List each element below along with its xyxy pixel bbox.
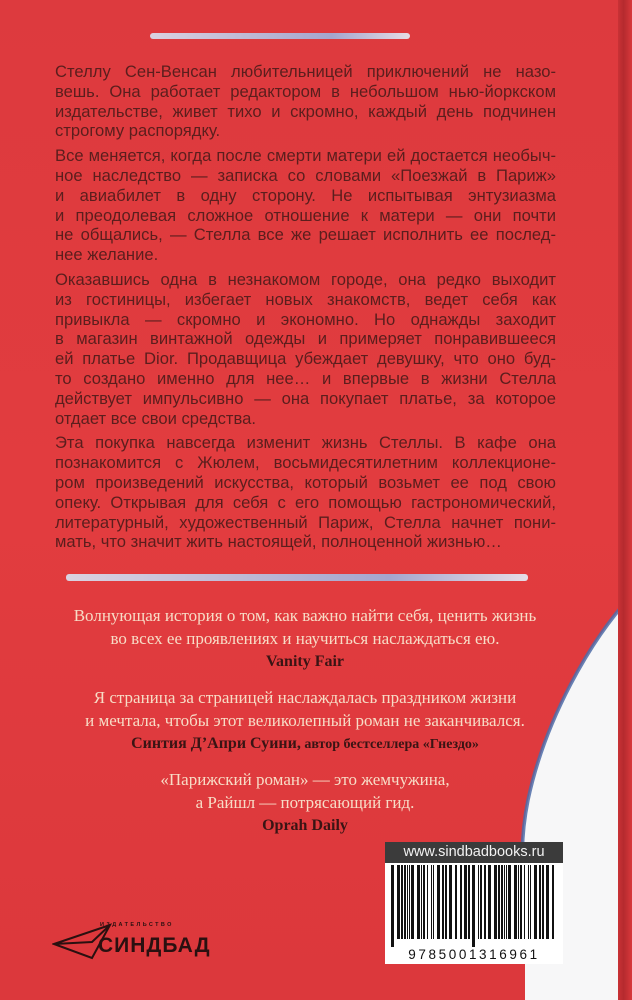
- barcode-bar: [442, 865, 444, 939]
- barcode-bar: [427, 865, 428, 939]
- blurb-line: Все меняется, когда после смерти матери ей достается необыч-: [55, 146, 556, 166]
- barcode-bar: [552, 865, 554, 939]
- barcode-bar: [514, 865, 517, 939]
- barcode-bar: [464, 865, 467, 939]
- blurb-text: [55, 62, 556, 557]
- barcode-bar: [431, 865, 432, 939]
- barcode-bar: [404, 865, 406, 939]
- review-quote: [40, 687, 570, 757]
- blurb-line: нее желание.: [55, 245, 159, 265]
- barcode-bar: [528, 865, 529, 939]
- barcode-bar: [417, 865, 420, 939]
- blurb-line: вешь. Она работает редактором в небольшом нью-йоркском: [55, 81, 556, 101]
- quote-source: [40, 732, 570, 757]
- barcode-bar: [488, 865, 491, 939]
- quote-line: Я страница за страницей наслаждалась праздником жизни: [93, 688, 517, 707]
- barcode-bar: [478, 865, 479, 939]
- review-quote: [40, 769, 570, 839]
- blurb-line: действует импульсивно — она покупает платье, за которое: [55, 388, 556, 408]
- barcode-bars: [385, 865, 563, 947]
- barcode-bar: [423, 865, 425, 939]
- barcode-bar: [484, 865, 486, 939]
- barcode-bar: [449, 865, 452, 939]
- quote-author: Синтия Д’Апри Суини,: [131, 735, 301, 752]
- blurb-line: ром произведений искусства, который возьмет ее под свою: [55, 472, 556, 492]
- blurb-line: строгому распорядку.: [55, 121, 221, 141]
- barcode-bar: [409, 865, 410, 939]
- isbn-digits: 9785001316961: [408, 947, 540, 962]
- website-url: www.sindbadbooks.ru: [385, 842, 563, 863]
- blurb-line: ей платье Dior. Продавщица убеждает девушку, что оно буд-: [55, 349, 556, 369]
- quote-author: Oprah Daily: [262, 817, 348, 834]
- barcode-bar: [501, 865, 503, 939]
- quote-author-note: автор бестселлера «Гнездо»: [300, 737, 479, 752]
- publisher-label: ИЗДАТЕЛЬСТВО: [100, 922, 174, 928]
- barcode-bar: [460, 865, 462, 939]
- barcode-bar: [445, 865, 447, 939]
- blurb-line: издательстве, живет тихо и скромно, каждый день подчинен: [55, 101, 556, 121]
- blurb-line: ное наследство — записка со словами «Поезжай в Париж»: [55, 165, 556, 185]
- publisher-name: СИНДБАД: [98, 934, 211, 957]
- barcode-bar: [524, 865, 525, 939]
- barcode-bar: [455, 865, 457, 939]
- barcode-bar: [391, 865, 394, 947]
- barcode-box: [385, 842, 563, 964]
- barcode-bar: [480, 865, 482, 939]
- blurb-line: из гостиницы, избегает новых знакомств, ведет себя как: [55, 289, 556, 309]
- blurb-line: познакомится с Жюлем, восьмидесятилетним коллекционе-: [55, 453, 556, 473]
- blurb-line: не общались, — Стелла все же решает исполнить ее послед-: [55, 225, 556, 245]
- blurb-line: в магазин винтажной одежды и примеряет понравившееся: [55, 329, 556, 349]
- blurb-line: то создано именно для нее… и впервые в жизни Стелла: [55, 368, 556, 388]
- blurb-line: опеку. Открывая для себя с его помощью гастрономический,: [55, 492, 556, 512]
- blurb-line: привыкла — скромно и экономно. Но однажды заходит: [55, 309, 556, 329]
- blurb-paragraph: [55, 433, 556, 552]
- quote-source: [40, 814, 570, 839]
- barcode-bar: [401, 865, 403, 939]
- barcode-bar: [407, 865, 408, 939]
- blurb-paragraph: [55, 62, 556, 141]
- barcode-bar: [504, 865, 505, 939]
- quote-line: во всех ее проявлениях и научиться наслаждаться ею.: [110, 628, 500, 648]
- quote-line: и мечтала, чтобы этот великолепный роман не заканчивался.: [85, 710, 525, 730]
- blurb-line: Стеллу Сен-Венсан любительницей приключений не назо-: [55, 62, 556, 81]
- barcode-bar: [539, 865, 541, 939]
- divider-brush-stroke: [66, 574, 528, 581]
- barcode-bar: [433, 865, 434, 939]
- blurb-line: Оказавшись одна в незнакомом городе, она редко выходит: [55, 269, 556, 289]
- blurb-line: литературный, художественный Париж, Стелла начнет пони-: [55, 512, 556, 532]
- barcode-bar: [468, 865, 470, 939]
- blurb-paragraph: [55, 270, 556, 428]
- barcode-bar: [530, 865, 531, 939]
- blurb-line: и преодолевая сложное отношение к матери — они почти: [55, 205, 556, 225]
- blurb-line: мать, что значит жить настоящей, полноценной жизнью…: [55, 532, 502, 552]
- barcode-bar: [542, 865, 544, 939]
- publisher-logo: [52, 922, 211, 962]
- barcode-bar: [508, 865, 511, 939]
- barcode-bar: [534, 865, 537, 939]
- quote-line: «Парижский роман» — это жемчужина,: [160, 770, 450, 789]
- barcode-bar: [506, 865, 507, 939]
- barcode-bar: [411, 865, 414, 939]
- barcode-bar: [494, 865, 497, 939]
- top-brush-stroke: [150, 33, 410, 39]
- blurb-line: отдает все свои средства.: [55, 408, 256, 428]
- barcode-bar: [472, 865, 475, 947]
- barcode-bar: [397, 865, 400, 939]
- quote-source: [40, 650, 570, 675]
- barcode-bar: [520, 865, 522, 939]
- barcode-bar: [498, 865, 500, 939]
- barcode-bar: [421, 865, 422, 939]
- review-quotes: [40, 605, 570, 851]
- barcode-bar: [518, 865, 519, 939]
- spine-edge: [618, 0, 632, 1000]
- blurb-line: Эта покупка навсегда изменит жизнь Стеллы. В кафе она: [55, 433, 556, 453]
- blurb-line: и авиабилет в одну сторону. Не испытывая энтузиазма: [55, 185, 556, 205]
- quote-line: Волнующая история о том, как важно найти себя, ценить жизнь: [73, 606, 537, 625]
- quote-line: а Райшл — потрясающий гид.: [195, 792, 415, 812]
- barcode-bar: [437, 865, 440, 939]
- quote-author: Vanity Fair: [265, 653, 345, 670]
- blurb-paragraph: [55, 146, 556, 265]
- review-quote: [40, 605, 570, 675]
- barcode-bar: [546, 865, 549, 939]
